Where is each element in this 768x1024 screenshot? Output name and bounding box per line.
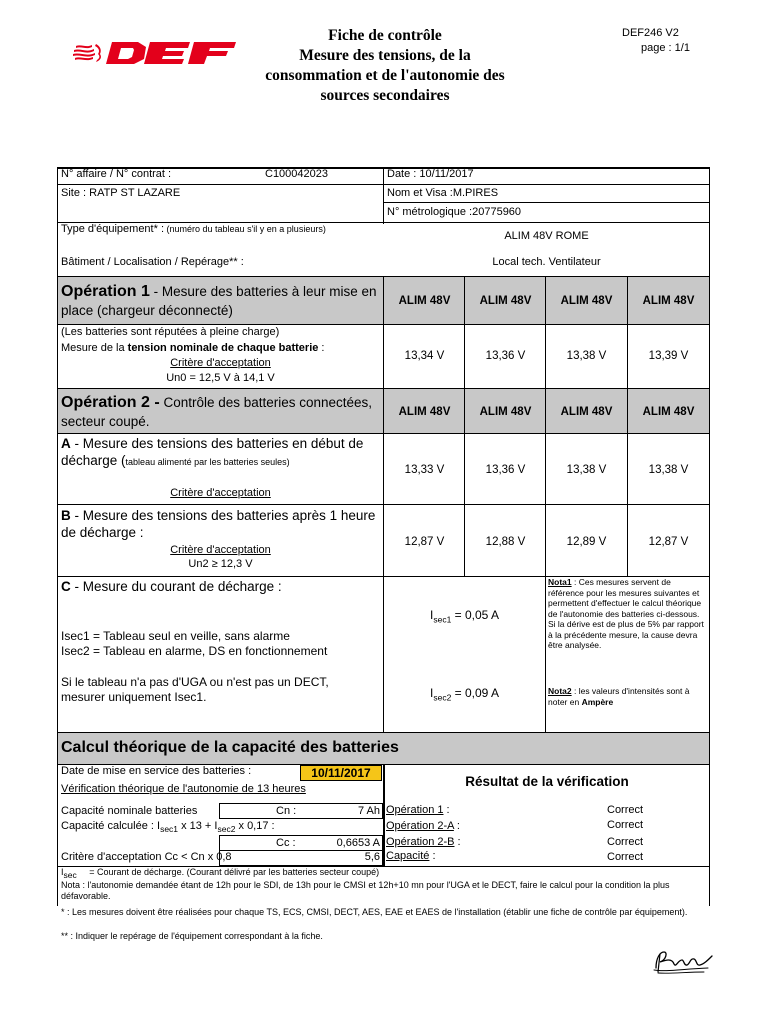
- calc-formula-suffix: x 0,17 :: [235, 820, 275, 832]
- op2b-value: 12,87 V: [648, 536, 689, 548]
- op2c-isec2-def: Isec2 = Tableau en alarme, DS en fonctionnement: [61, 644, 328, 658]
- op2b-value: 12,89 V: [566, 536, 607, 548]
- equipment-type-note: (numéro du tableau s'il y en a plusieurs): [164, 224, 326, 234]
- result-value: Correct: [607, 819, 644, 831]
- building-label: Bâtiment / Localisation / Repérage** :: [61, 256, 244, 268]
- result-row-capacity: [386, 850, 506, 864]
- nota1-label: Nota1: [548, 577, 572, 587]
- def-logo: [72, 40, 244, 66]
- autonomy-note: Nota : l'autonomie demandée étant de 12h pour le SDI, de 13h pour le CMSI et 12h+10 mn pour l'UGA et le DECT, faire le calcul pour la condition la plus défavorable.: [61, 880, 670, 901]
- isec1-measure: $I_{sec1} = 0,05$ A: [430, 608, 500, 625]
- result-value: Correct: [607, 804, 644, 816]
- column-header: ALIM 48V: [398, 406, 451, 418]
- rule: [383, 202, 709, 203]
- isec2-subscript: sec2: [433, 692, 452, 703]
- criterion-value: 5,6: [364, 851, 380, 863]
- op2b-value: 12,88 V: [485, 536, 526, 548]
- result-row-op1: [386, 804, 506, 818]
- result-title: Résultat de la vérification: [465, 774, 629, 789]
- title-line: Mesure des tensions, de la: [299, 47, 471, 64]
- cn-value: 7 Ah: [357, 805, 380, 817]
- op1-measure-suffix: :: [318, 342, 325, 354]
- op2b-value: 12,87 V: [404, 536, 445, 548]
- column-header: ALIM 48V: [642, 406, 695, 418]
- cn-label: Cn :: [276, 805, 297, 817]
- op2c-note: Si le tableau n'a pas d'UGA ou n'est pas un DECT, mesurer uniquement Isec1.: [61, 675, 329, 704]
- commissioning-date-label: Date de mise en service des batteries :: [61, 765, 252, 777]
- control-date: Date : 10/11/2017: [387, 168, 474, 180]
- calc-formula-sub1: sec1: [160, 824, 179, 835]
- title-line: Fiche de contrôle: [328, 27, 442, 44]
- nota1-text: : Ces mesures servent de référence pour les mesures suivantes et permettent d'effectuer le calcul théorique de l'autonomie des batteries ci-dessous. Si la dérive est de plus de 5% par rapport à la précédente mesure, la cause devra être analysée.: [548, 577, 704, 650]
- column-header: ALIM 48V: [479, 406, 532, 418]
- cc-value: 0,6653 A: [336, 837, 380, 849]
- equipment-type-text: Type d'équipement* :: [61, 223, 165, 235]
- nota2-label: Nota2: [548, 686, 572, 696]
- op2b-criteria-value: Un2 ≥ 12,3 V: [188, 558, 253, 570]
- op2b-description: [61, 507, 379, 541]
- isec-text: = Courant de décharge. (Courant délivré par les batteries secteur coupé): [76, 867, 380, 877]
- op2c-isec1-def: Isec1 = Tableau seul en veille, sans alarme: [61, 629, 290, 643]
- commissioning-date-value: 10/11/2017: [300, 765, 382, 781]
- column-header: ALIM 48V: [560, 295, 613, 307]
- op2a-criteria-label: Critère d'acceptation: [170, 487, 271, 499]
- op1-value: 13,36 V: [485, 350, 526, 362]
- nominal-capacity-label: Capacité nominale batteries: [61, 805, 198, 817]
- cc-label: Cc :: [276, 837, 296, 849]
- calc-formula-mid: x 13 + I: [178, 820, 218, 832]
- column-header: ALIM 48V: [560, 406, 613, 418]
- op2a-description: [61, 435, 379, 469]
- handwritten-signature: [652, 946, 716, 976]
- result-label: Opération 2-A: [386, 820, 454, 832]
- affaire-label: N° affaire / N° contrat :: [61, 168, 172, 180]
- op2-title-rest: Contrôle des batteries connectées, secteur coupé.: [61, 395, 373, 429]
- rule: [464, 276, 465, 576]
- nota2-text: : les valeurs d'intensités sont à noter en: [548, 686, 690, 707]
- result-suffix: :: [453, 820, 460, 832]
- op1-criteria-label: Critère d'acceptation: [170, 357, 271, 369]
- rule: [627, 276, 628, 576]
- page-number: page : 1/1: [641, 42, 690, 54]
- op1-measure-prefix: Mesure de la: [61, 342, 128, 354]
- result-row-op2b: [386, 836, 506, 850]
- op1-value: 13,39 V: [648, 350, 689, 362]
- affaire-value: C100042023: [265, 168, 329, 180]
- rule: [58, 732, 709, 733]
- calc-title: Calcul théorique de la capacité des batteries: [61, 739, 399, 756]
- result-value: Correct: [607, 851, 644, 863]
- criterion-box: [219, 850, 383, 866]
- metrology-number: N° métrologique :20775960: [387, 206, 522, 218]
- op2a-text: - Mesure des tensions des batteries en début de décharge (: [61, 436, 364, 468]
- nota2-bold: Ampère: [581, 696, 614, 707]
- name-visa: Nom et Visa :M.PIRES: [387, 187, 499, 199]
- isec2-measure: $I_{sec2} = 0,09$ A: [430, 686, 500, 703]
- op1-measure-bold: tension nominale de chaque batterie: [127, 342, 319, 354]
- result-value: Correct: [607, 836, 644, 848]
- result-label: Capacité: [386, 850, 430, 862]
- op2a-small: tableau alimenté par les batteries seules): [125, 457, 290, 467]
- op1-title-rest: - Mesure des batteries à leur mise en place (chargeur déconnecté): [61, 284, 377, 318]
- isec-definition: $I_{sec}$ = Courant de décharge. (Courant délivré par les batteries secteur coupé): [61, 867, 380, 880]
- calc-formula-sub2: sec2: [217, 824, 236, 835]
- result-suffix: :: [454, 836, 461, 848]
- cc-box: [219, 835, 383, 851]
- nota1: [548, 577, 708, 651]
- op2b-letter: B: [61, 508, 71, 523]
- equipment-type-label: [61, 223, 379, 235]
- op1-criteria-value: Un0 = 12,5 V à 14,1 V: [166, 372, 275, 384]
- equipment-type-value: ALIM 48V ROME: [504, 230, 589, 242]
- op1-value: 13,38 V: [566, 350, 607, 362]
- result-label: Opération 2-B: [386, 836, 455, 848]
- title-line: sources secondaires: [320, 87, 450, 104]
- rule: [383, 168, 384, 224]
- cn-box: [219, 803, 383, 819]
- op1-title-strong: Opération 1: [61, 283, 150, 300]
- result-suffix: :: [443, 804, 450, 816]
- rule: [545, 276, 546, 732]
- op2a-value: 13,36 V: [485, 464, 526, 476]
- footnote-star1: * : Les mesures doivent être réalisées pour chaque TS, ECS, CMSI, DECT, AES, EAE et EAES de l'installation (établir une fiche de contrôle par équipement).: [61, 907, 688, 917]
- op2b-text: - Mesure des tensions des batteries après 1 heure de décharge :: [61, 508, 376, 540]
- title-line: consommation et de l'autonomie des: [265, 67, 505, 84]
- column-header: ALIM 48V: [398, 295, 451, 307]
- op2-title-strong: Opération 2 -: [61, 394, 160, 411]
- calc-formula-prefix: Capacité calculée : I: [61, 820, 161, 832]
- nota2: [548, 686, 708, 707]
- op2c-letter: C: [61, 579, 71, 594]
- op1-value: 13,34 V: [404, 350, 445, 362]
- document-reference: [622, 26, 690, 56]
- op1-title: [61, 282, 379, 320]
- op2a-value: 13,38 V: [648, 464, 689, 476]
- result-label: Opération 1: [386, 804, 444, 816]
- op2a-value: 13,33 V: [404, 464, 445, 476]
- op2b-criteria-label: Critère d'acceptation: [170, 544, 271, 556]
- isec1-subscript: sec1: [433, 614, 452, 625]
- isec1-value: 0,05 A: [465, 608, 500, 622]
- doc-code: DEF246 V2: [622, 27, 679, 39]
- result-suffix: :: [429, 850, 436, 862]
- autonomy-check-label: Vérification théorique de l'autonomie de 13 heures: [61, 783, 306, 795]
- acceptance-criterion-label: Critère d'acceptation Cc < Cn x 0,8: [61, 851, 232, 863]
- result-row-op2a: [386, 820, 506, 834]
- isec2-value: 0,09 A: [465, 686, 500, 700]
- op2c-description: [61, 578, 379, 595]
- column-header: ALIM 48V: [642, 295, 695, 307]
- op2-title: [61, 393, 379, 431]
- isec-subscript: sec: [63, 869, 77, 880]
- site: Site : RATP ST LAZARE: [61, 187, 181, 199]
- op2a-letter: A: [61, 436, 71, 451]
- footnote-star2: ** : Indiquer le repérage de l'équipement correspondant à la fiche.: [61, 931, 323, 941]
- building-value: Local tech. Ventilateur: [492, 256, 601, 268]
- op1-measure: [61, 342, 379, 356]
- calc-capacity-formula: [61, 820, 381, 835]
- column-header: ALIM 48V: [479, 295, 532, 307]
- document-title: [240, 26, 530, 106]
- op2a-value: 13,38 V: [566, 464, 607, 476]
- op2c-text: - Mesure du courant de décharge :: [70, 579, 282, 594]
- op1-note: (Les batteries sont réputées à pleine charge): [61, 326, 280, 338]
- rule: [383, 276, 384, 732]
